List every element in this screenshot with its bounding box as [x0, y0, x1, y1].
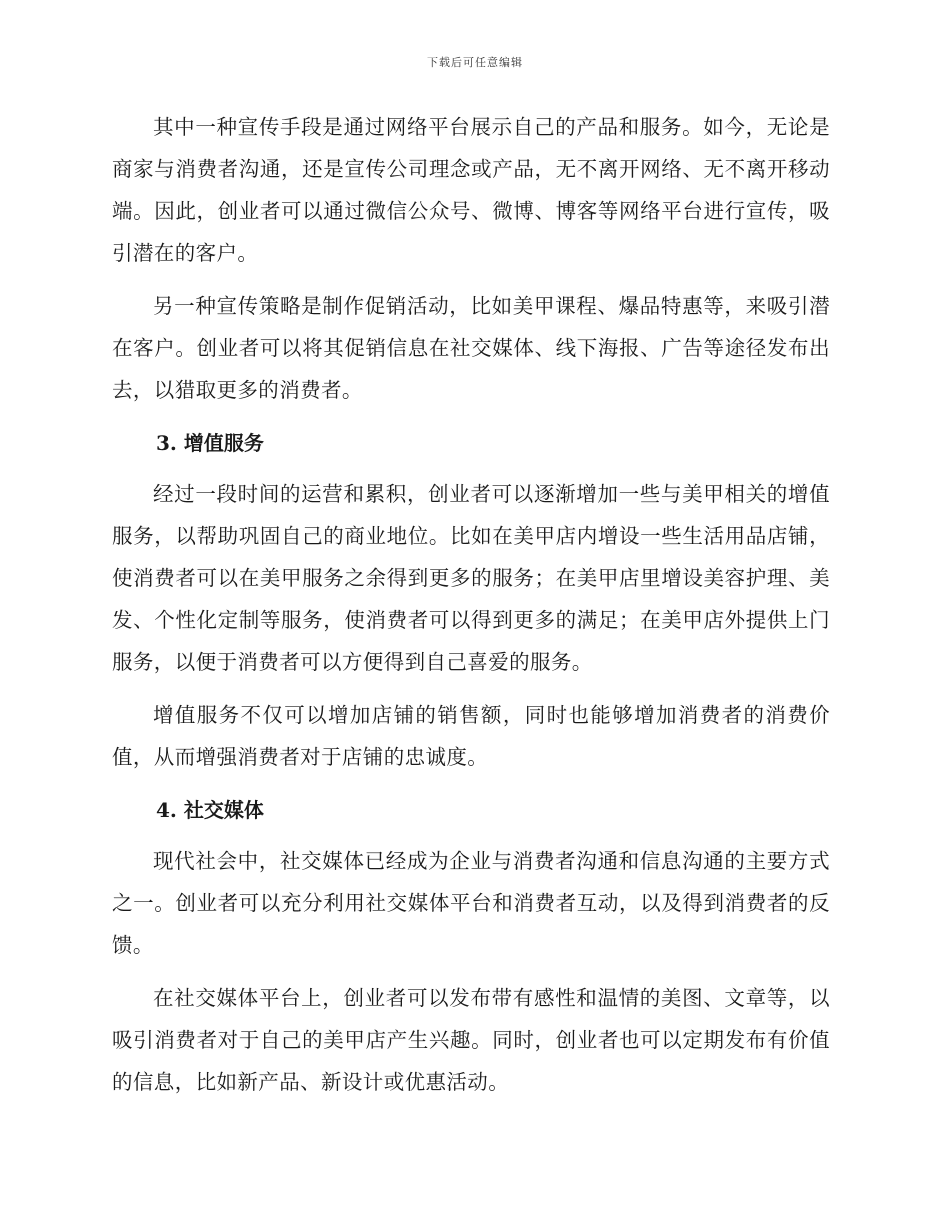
- paragraph-social-media-intro: 现代社会中，社交媒体已经成为企业与消费者沟通和信息沟通的主要方式之一。创业者可以充分利用社交媒体平台和消费者互动，以及得到消费者的反馈。: [112, 849, 830, 957]
- paragraph-promotion-activities: 另一种宣传策略是制作促销活动，比如美甲课程、爆品特惠等，来吸引潜在客户。创业者可以将其促销信息在社交媒体、线下海报、广告等途径发布出去，以猎取更多的消费者。: [112, 294, 830, 402]
- paragraph-social-media-content: 在社交媒体平台上，创业者可以发布带有感性和温情的美图、文章等，以吸引消费者对于自己的美甲店产生兴趣。同时，创业者也可以定期发布有价值的信息，比如新产品、新设计或优惠活动。: [112, 986, 830, 1094]
- paragraph-value-added-services: 经过一段时间的运营和累积，创业者可以逐渐增加一些与美甲相关的增值服务，以帮助巩固自己的商业地位。比如在美甲店内增设一些生活用品店铺，使消费者可以在美甲服务之余得到更多的服务；在美甲店里增设美容护理、美发、个性化定制等服务，使消费者可以得到更多的满足；在美甲店外提供上门服务，以便于消费者可以方便得到自己喜爱的服务。: [112, 482, 830, 674]
- paragraph-value-added-benefits: 增值服务不仅可以增加店铺的销售额，同时也能够增加消费者的消费价值，从而增强消费者对于店铺的忠诚度。: [112, 703, 830, 769]
- section-heading-social-media: 4. 社交媒体: [156, 798, 264, 822]
- document-body: [112, 106, 830, 1114]
- section-heading-value-added-services: 3. 增值服务: [156, 431, 264, 455]
- page-header: 下载后可任意编辑: [427, 56, 523, 69]
- paragraph-online-promotion: 其中一种宣传手段是通过网络平台展示自己的产品和服务。如今，无论是商家与消费者沟通，还是宣传公司理念或产品，无不离开网络、无不离开移动端。因此，创业者可以通过微信公众号、微博、博客等网络平台进行宣传，吸引潜在的客户。: [112, 115, 830, 265]
